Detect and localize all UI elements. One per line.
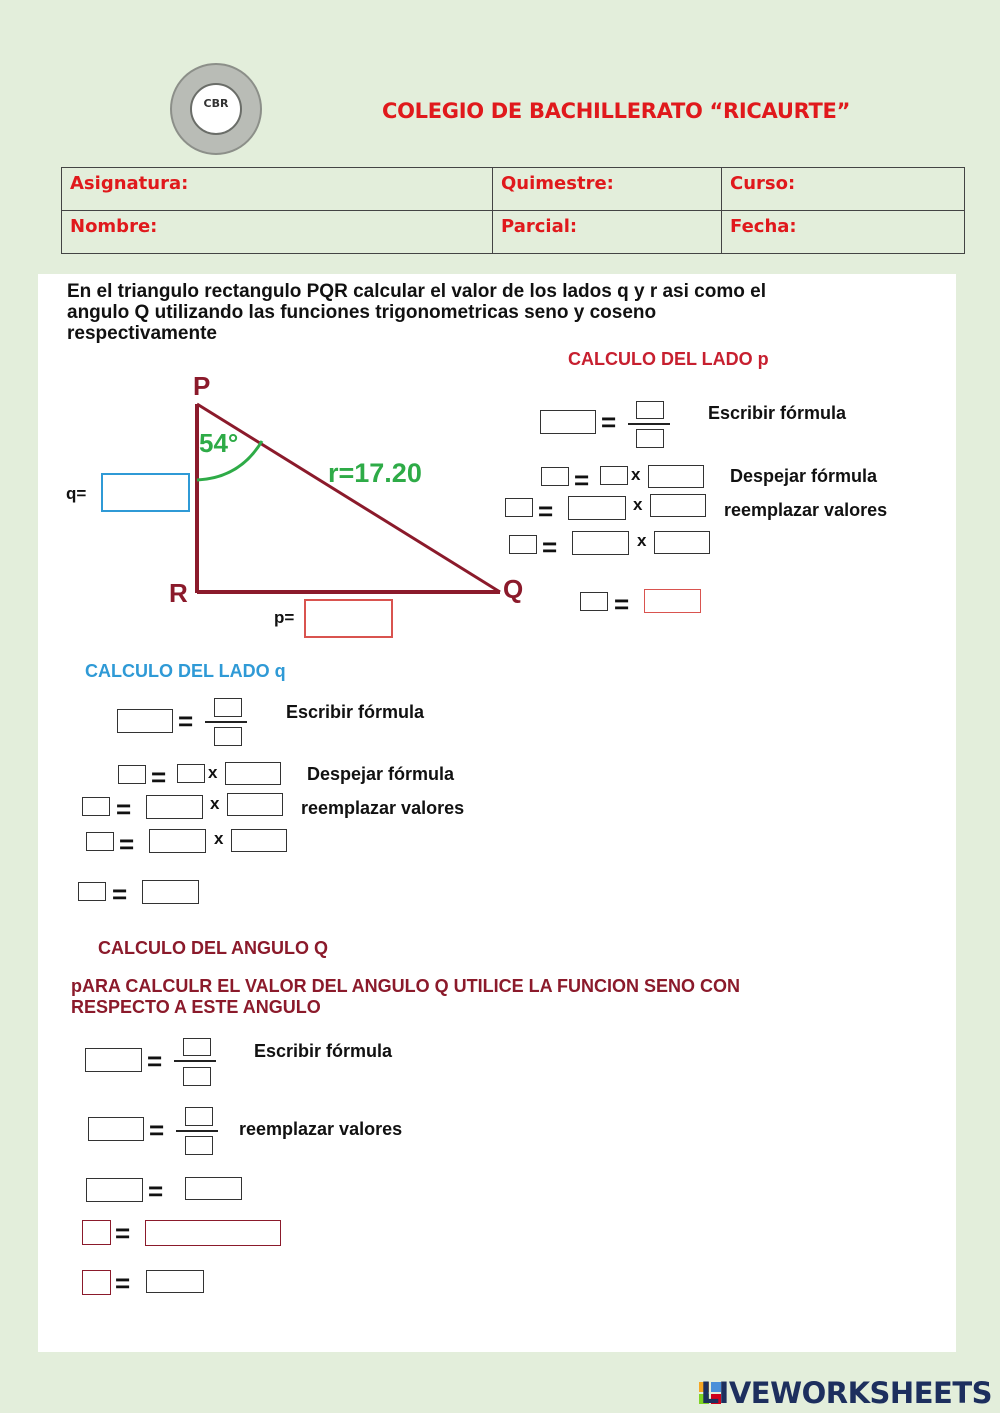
vertex-r: R — [169, 578, 188, 608]
p-result-equals: = — [614, 589, 630, 619]
fecha-cell: Fecha: — [722, 211, 965, 254]
p-label: p= — [274, 608, 295, 627]
angle-step1-label: Escribir fórmula — [254, 1041, 393, 1061]
q-step2-label: Despejar fórmula — [307, 764, 455, 784]
p-result-left-box[interactable] — [580, 592, 608, 611]
nombre-cell: Nombre: — [62, 211, 493, 254]
angle-calc-box[interactable] — [185, 1177, 242, 1200]
q-formula-equals: = — [178, 706, 194, 736]
instruction-line-3: respectivamente — [67, 323, 217, 344]
p-replace-left-box[interactable] — [505, 498, 533, 517]
p-solve-box-a[interactable] — [600, 466, 628, 485]
angle-formula-numerator-box[interactable] — [183, 1038, 211, 1056]
section-p-title: CALCULO DEL LADO p — [568, 349, 769, 369]
hypotenuse-line — [197, 404, 500, 592]
p-step3-label: reemplazar valores — [724, 500, 888, 520]
angle-inverse-left-box[interactable] — [82, 1220, 111, 1245]
vertex-q: Q — [503, 574, 524, 604]
p-calc-times: x — [637, 531, 647, 550]
instruction-line-1: En el triangulo rectangulo PQR calcular el valor de los lados q y r asi como el — [67, 281, 766, 302]
angle-replace-left-box[interactable] — [88, 1117, 144, 1141]
quimestre-cell: Quimestre: — [493, 168, 722, 211]
p-calc-box-b[interactable] — [654, 531, 710, 554]
q-calc-left-box[interactable] — [86, 832, 114, 851]
p-calc-equals: = — [542, 532, 558, 562]
p-formula-equals: = — [601, 407, 617, 437]
p-formula-numerator-box[interactable] — [636, 401, 664, 419]
p-replace-box-a[interactable] — [568, 496, 626, 520]
section-angle-title: CALCULO DEL ANGULO Q — [98, 938, 328, 958]
q-calc-box-a[interactable] — [149, 829, 206, 853]
angle-label: 54° — [199, 428, 239, 458]
q-calc-equals: = — [119, 829, 135, 859]
p-formula-denominator-box[interactable] — [636, 429, 664, 448]
school-title: COLEGIO DE BACHILLERATO “RICAURTE” — [382, 99, 851, 123]
curso-cell: Curso: — [722, 168, 965, 211]
q-result-box[interactable] — [142, 880, 199, 904]
angle-note-line-2: RESPECTO A ESTE ANGULO — [71, 997, 321, 1017]
q-result-equals: = — [112, 879, 128, 909]
angle-replace-equals: = — [149, 1115, 165, 1145]
p-solve-equals: = — [574, 465, 590, 495]
angle-replace-numerator-box[interactable] — [185, 1107, 213, 1126]
p-result-box[interactable] — [644, 589, 701, 613]
section-q-title: CALCULO DEL LADO q — [85, 661, 286, 681]
q-replace-equals: = — [116, 794, 132, 824]
p-calc-box-a[interactable] — [572, 531, 629, 555]
q-formula-denominator-box[interactable] — [214, 727, 242, 746]
angle-calc-left-box[interactable] — [86, 1178, 143, 1202]
q-formula-numerator-box[interactable] — [214, 698, 242, 717]
q-solve-box-a[interactable] — [177, 764, 205, 783]
p-replace-box-b[interactable] — [650, 494, 706, 517]
parcial-cell: Parcial: — [493, 211, 722, 254]
logo-text: CBR — [203, 97, 229, 110]
q-label: q= — [66, 484, 87, 503]
angle-inverse-box[interactable] — [145, 1220, 281, 1246]
p-step2-label: Despejar fórmula — [730, 466, 878, 486]
angle-formula-fraction-bar — [174, 1060, 216, 1062]
liveworksheets-brand: LIVEWORKSHEETS — [700, 1376, 992, 1410]
asignatura-cell: Asignatura: — [62, 168, 493, 211]
q-result-left-box[interactable] — [78, 882, 106, 901]
vertex-p: P — [193, 371, 211, 401]
q-solve-box-b[interactable] — [225, 762, 281, 785]
q-step3-label: reemplazar valores — [301, 798, 465, 818]
angle-calc-equals: = — [148, 1176, 164, 1206]
p-formula-fraction-bar — [628, 423, 670, 425]
p-formula-left-box[interactable] — [540, 410, 596, 434]
q-answer-input[interactable] — [101, 473, 190, 512]
angle-result-equals: = — [115, 1268, 131, 1298]
p-solve-left-box[interactable] — [541, 467, 569, 486]
angle-inverse-equals: = — [115, 1218, 131, 1248]
p-replace-equals: = — [538, 496, 554, 526]
angle-formula-equals: = — [147, 1046, 163, 1076]
angle-result-box[interactable] — [146, 1270, 204, 1293]
p-calc-left-box[interactable] — [509, 535, 537, 554]
angle-formula-left-box[interactable] — [85, 1048, 142, 1072]
angle-formula-denominator-box[interactable] — [183, 1067, 211, 1086]
q-solve-equals: = — [151, 762, 167, 792]
q-formula-left-box[interactable] — [117, 709, 173, 733]
q-calc-times: x — [214, 829, 224, 848]
q-replace-times: x — [210, 794, 220, 813]
angle-result-left-box[interactable] — [82, 1270, 111, 1295]
angle-replace-denominator-box[interactable] — [185, 1136, 213, 1155]
q-solve-left-box[interactable] — [118, 765, 146, 784]
q-replace-box-a[interactable] — [146, 795, 203, 819]
q-formula-fraction-bar — [205, 721, 247, 723]
q-replace-left-box[interactable] — [82, 797, 110, 816]
p-replace-times: x — [633, 495, 643, 514]
q-replace-box-b[interactable] — [227, 793, 283, 816]
instruction-line-2: angulo Q utilizando las funciones trigonometricas seno y coseno — [67, 302, 657, 323]
q-step1-label: Escribir fórmula — [286, 702, 425, 722]
p-answer-input[interactable] — [304, 599, 393, 638]
p-step1-label: Escribir fórmula — [708, 403, 847, 423]
hypotenuse-label: r=17.20 — [328, 458, 422, 488]
angle-step2-label: reemplazar valores — [239, 1119, 403, 1139]
q-calc-box-b[interactable] — [231, 829, 287, 852]
q-solve-times: x — [208, 763, 218, 782]
angle-note-line-1: pARA CALCULR EL VALOR DEL ANGULO Q UTILICE LA FUNCION SENO CON — [71, 976, 740, 996]
p-solve-times: x — [631, 465, 641, 484]
p-solve-box-b[interactable] — [648, 465, 704, 488]
angle-replace-fraction-bar — [176, 1130, 218, 1132]
